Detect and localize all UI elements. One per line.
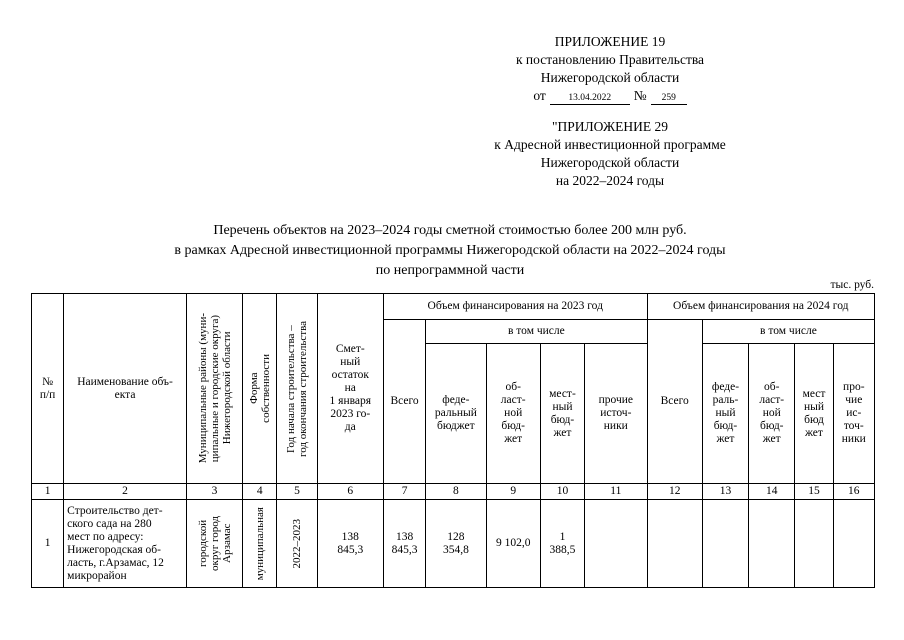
row-ownership: [243, 500, 277, 588]
col-number: 15: [795, 484, 833, 500]
column-number-row: [32, 484, 875, 500]
header-reg-2023: об- ласт- ной бюд- жет: [486, 344, 540, 484]
title-line-1: Перечень объектов на 2023–2024 годы сметной стоимостью более 200 млн руб.: [213, 223, 687, 238]
appendix-19-title: ПРИЛОЖЕНИЕ 19: [554, 34, 666, 49]
col-number: 10: [540, 484, 584, 500]
col-number: 9: [486, 484, 540, 500]
row-loc-2024: [795, 500, 833, 588]
header-oth-2023: прочие источ- ники: [585, 344, 647, 484]
header-incl-2023: в том числе: [426, 320, 647, 344]
appendix-19-subtitle: к постановлению Правительства: [515, 52, 705, 67]
title-line-3: по непрограммной части: [375, 263, 525, 278]
col-number: 14: [749, 484, 795, 500]
header-row-1: [32, 294, 875, 320]
col-number: 2: [64, 484, 187, 500]
title-line-2: в рамках Адресной инвестиционной программы Нижегородской области на 2022–2024 годы: [174, 243, 726, 258]
header-municipality-text: Муниципальные районы (муни- ципальные и городские округа) Нижегородской области: [196, 313, 233, 464]
row-municipality: [186, 500, 242, 588]
col-number: 3: [186, 484, 242, 500]
row-oth-2023: [585, 500, 647, 588]
header-fin-2024: Объем финансирования на 2024 год: [647, 294, 874, 320]
col-number: 5: [277, 484, 317, 500]
resolution-date: 13.04.2022: [550, 92, 630, 105]
appendix-19-region: Нижегородской области: [540, 70, 680, 85]
header-reg-2024: об- ласт- ной бюд- жет: [749, 344, 795, 484]
col-number: 13: [702, 484, 748, 500]
row-years: [277, 500, 317, 588]
appendix-29-header: [440, 118, 780, 190]
table-row: [32, 500, 875, 588]
appendix-29-region: Нижегородской области: [540, 155, 680, 170]
row-total-2023: 138 845,3: [383, 500, 425, 588]
row-num: 1: [32, 500, 64, 588]
col-number: 4: [243, 484, 277, 500]
row-object-name: Строительство дет- ского сада на 280 мест по адресу: Нижегородская об- ласть, г.Арзамас, 12 микрорайон: [64, 500, 187, 588]
appendix-19-dateline: [440, 87, 780, 105]
row-fed-2023: 128 354,8: [426, 500, 486, 588]
units-label: тыс. руб.: [830, 279, 874, 291]
header-ownership: [243, 294, 277, 484]
header-ownership-text: Форма собственности: [247, 354, 272, 423]
header-name: Наименование объ- екта: [64, 294, 187, 484]
header-remaining: Смет- ный остаток на 1 января 2023 го- да: [317, 294, 383, 484]
appendix-29-subtitle: к Адресной инвестиционной программе: [494, 137, 726, 152]
row-years-text: 2022–2023: [290, 518, 303, 569]
header-total-2023: Всего: [383, 320, 425, 484]
appendix-29-years: на 2022–2024 годы: [555, 173, 665, 188]
row-reg-2024: [749, 500, 795, 588]
row-total-2024: [647, 500, 702, 588]
col-number: 12: [647, 484, 702, 500]
appendix-19-header: [440, 33, 780, 105]
header-fin-2023: Объем финансирования на 2023 год: [383, 294, 647, 320]
appendix-29-title: "ПРИЛОЖЕНИЕ 29: [551, 119, 669, 134]
col-number: 8: [426, 484, 486, 500]
row-oth-2024: [833, 500, 874, 588]
header-years: [277, 294, 317, 484]
number-label: №: [633, 88, 647, 103]
col-number: 16: [833, 484, 874, 500]
document-title: [60, 221, 840, 281]
col-number: 11: [585, 484, 647, 500]
col-number: 1: [32, 484, 64, 500]
header-num: № п/п: [32, 294, 64, 484]
header-fed-2023: феде- ральный бюджет: [426, 344, 486, 484]
row-ownership-text: муниципальная: [253, 506, 266, 581]
from-label: от: [533, 88, 546, 103]
header-loc-2023: мест- ный бюд- жет: [540, 344, 584, 484]
header-fed-2024: феде- раль- ный бюд- жет: [702, 344, 748, 484]
objects-table: [31, 293, 875, 588]
resolution-number: 259: [651, 92, 687, 105]
header-total-2024: Всего: [647, 320, 702, 484]
row-loc-2023: 1 388,5: [540, 500, 584, 588]
row-remaining: 138 845,3: [317, 500, 383, 588]
row-reg-2023: 9 102,0: [486, 500, 540, 588]
header-municipality: [186, 294, 242, 484]
col-number: 6: [317, 484, 383, 500]
header-loc-2024: мест ный бюд жет: [795, 344, 833, 484]
header-oth-2024: про- чие ис- точ- ники: [833, 344, 874, 484]
row-fed-2024: [702, 500, 748, 588]
header-incl-2024: в том числе: [702, 320, 874, 344]
col-number: 7: [383, 484, 425, 500]
row-municipality-text: городской округ город Арзамас: [196, 516, 233, 571]
header-years-text: Год начала строительства – год окончания строительства: [284, 320, 309, 457]
